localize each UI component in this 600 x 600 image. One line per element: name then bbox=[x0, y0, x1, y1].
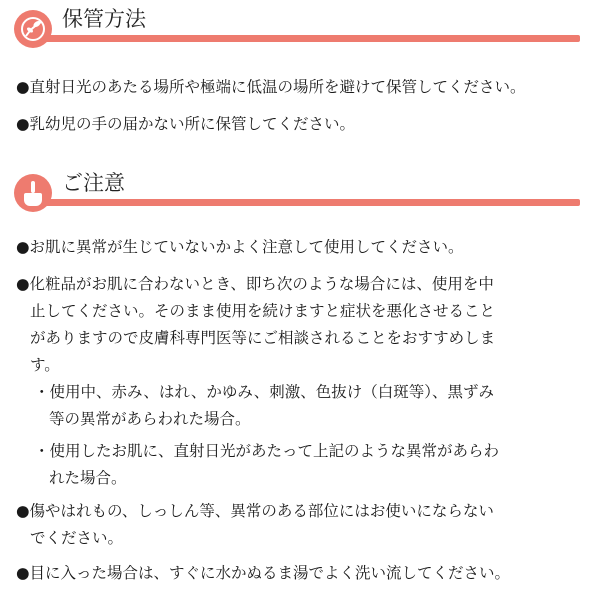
caution-subitem-1-line-1: ・使用中、赤み、はれ、かゆみ、刺激、色抜け（白斑等）、黒ずみ bbox=[34, 383, 495, 401]
caution-item-1 bbox=[16, 234, 584, 261]
storage-title: 保管方法 bbox=[62, 7, 146, 31]
storage-item-1 bbox=[16, 74, 584, 101]
caution-subitem-2-line-2: れた場合。 bbox=[49, 469, 127, 487]
caution-item-4-line-1: ●目に入った場合は、すぐに水かぬるま湯でよく洗い流してください。 bbox=[16, 564, 511, 582]
caution-section-header bbox=[12, 170, 580, 216]
caution-item-2-line-3: がありますので皮膚科専門医等にご相談されることをおすすめしま bbox=[30, 329, 496, 347]
caution-item-4 bbox=[16, 560, 584, 587]
caution-header-bar bbox=[36, 199, 580, 206]
leaf-sprout-icon bbox=[14, 10, 52, 48]
caution-item-2-line-2: 止してください。そのまま使用を続けますと症状を悪化させること bbox=[30, 302, 496, 320]
caution-subitem-2 bbox=[34, 438, 584, 492]
caution-item-2-line-1: ●化粧品がお肌に合わないとき、即ち次のような場合には、使用を中 bbox=[16, 275, 494, 293]
caution-item-2 bbox=[16, 271, 584, 379]
storage-section-header bbox=[12, 6, 580, 52]
caution-item-3 bbox=[16, 498, 584, 552]
caution-subitem-2-line-1: ・使用したお肌に、直射日光があたって上記のような異常があらわ bbox=[34, 442, 500, 460]
storage-item-2 bbox=[16, 111, 584, 138]
caution-subitem-1 bbox=[34, 379, 584, 433]
caution-item-1-line-1: ●お肌に異常が生じていないかよく注意して使用してください。 bbox=[16, 238, 464, 256]
caution-subitem-1-line-2: 等の異常があらわれた場合。 bbox=[49, 410, 251, 428]
storage-item-1-line-1: ●直射日光のあたる場所や極端に低温の場所を避けて保管してください。 bbox=[16, 78, 526, 96]
caution-item-3-line-1: ●傷やはれもの、しっしん等、異常のある部位にはお使いにならない bbox=[16, 502, 494, 520]
pointing-hand-icon bbox=[14, 174, 52, 212]
caution-title: ご注意 bbox=[62, 171, 125, 195]
storage-header-bar bbox=[36, 35, 580, 42]
caution-item-3-line-2: でください。 bbox=[30, 529, 124, 547]
caution-item-2-line-4: す。 bbox=[30, 356, 60, 374]
storage-item-2-line-1: ●乳幼児の手の届かない所に保管してください。 bbox=[16, 115, 356, 133]
